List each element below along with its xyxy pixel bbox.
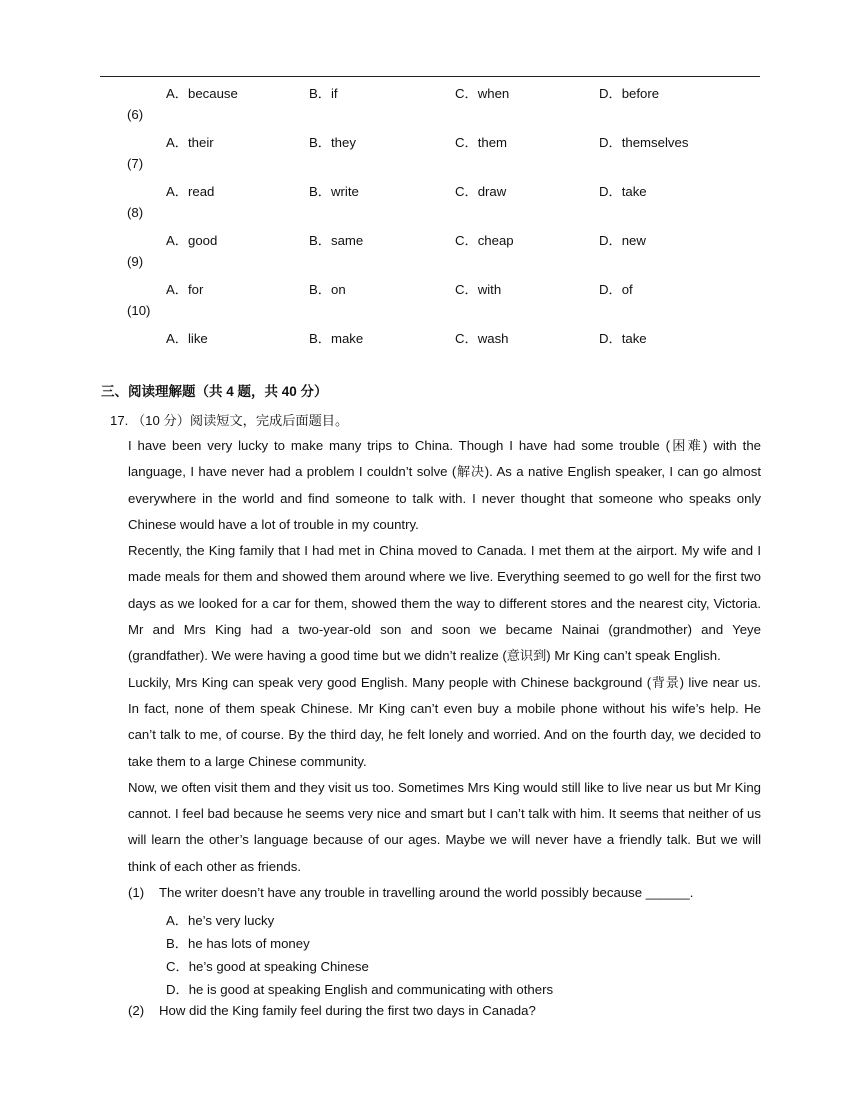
question-number-6: (6) bbox=[127, 107, 144, 122]
option-d: D．themselves bbox=[599, 135, 689, 150]
option-c: C．wash bbox=[455, 331, 509, 346]
option-b: B．write bbox=[309, 184, 359, 199]
option-row-9 bbox=[0, 279, 860, 297]
sub-question-text: The writer doesn’t have any trouble in travelling around the world possibly because ______. bbox=[159, 885, 694, 900]
option-d: D．of bbox=[599, 282, 633, 297]
option-a: A．read bbox=[166, 184, 215, 199]
answer-option-a: A．he’s very lucky bbox=[166, 913, 275, 928]
option-d: D．before bbox=[599, 86, 660, 101]
option-row-6 bbox=[0, 132, 860, 150]
answer-option-d: D．he is good at speaking English and communicating with others bbox=[166, 982, 554, 997]
passage-paragraph: Recently, the King family that I had met in China moved to Canada. I met them at the airport. My wife and I made meals for them and showed them around where we live. Everything seemed to go well for the first two days as we looked for a car for them, showed them the way to different stores and the nearest city, Victoria. Mr and Mrs King had a two-year-old son and soon we became Nainai (grandmother) and Yeye (grandfather). We were having a good time but we didn’t realize (意识到) Mr King can’t speak English. bbox=[128, 543, 761, 664]
section-title: 三、阅读理解题（共 4 题，共 40 分） bbox=[101, 384, 328, 399]
question-number-8: (8) bbox=[127, 205, 144, 220]
passage-paragraph: Now, we often visit them and they visit us too. Sometimes Mrs King would still like to live near us but Mr King cannot. I feel bad because he seems very nice and smart but I can’t talk with him. It seems that neither of us will learn the other’s language because of our ages. Maybe we will never have a friendly talk. But we will think of each other as friends. bbox=[128, 779, 761, 874]
question-number-10: (10) bbox=[127, 303, 151, 318]
option-c: C．when bbox=[455, 86, 510, 101]
option-a: A．for bbox=[166, 282, 204, 297]
sub-question-1 bbox=[128, 885, 768, 903]
option-row-5 bbox=[0, 83, 860, 101]
option-d: D．take bbox=[599, 184, 647, 199]
option-c: C．them bbox=[455, 135, 508, 150]
option-b: B．on bbox=[309, 282, 346, 297]
sub-question-text: How did the King family feel during the first two days in Canada? bbox=[159, 1003, 536, 1018]
option-row-10 bbox=[0, 328, 860, 346]
option-a: A．good bbox=[166, 233, 218, 248]
option-b: B．they bbox=[309, 135, 356, 150]
option-row-7 bbox=[0, 181, 860, 199]
option-b: B．same bbox=[309, 233, 364, 248]
question-number-9: (9) bbox=[127, 254, 144, 269]
option-d: D．new bbox=[599, 233, 646, 248]
answer-option-c: C．he’s good at speaking Chinese bbox=[166, 959, 369, 974]
answer-option-b: B．he has lots of money bbox=[166, 936, 310, 951]
option-c: C．draw bbox=[455, 184, 507, 199]
sub-question-number: (1) bbox=[128, 885, 145, 900]
option-a: A．because bbox=[166, 86, 238, 101]
option-b: B．make bbox=[309, 331, 364, 346]
sub-question-2 bbox=[128, 1003, 768, 1021]
option-a: A．like bbox=[166, 331, 208, 346]
option-b: B．if bbox=[309, 86, 338, 101]
option-d: D．take bbox=[599, 331, 647, 346]
passage-paragraph: I have been very lucky to make many trips to China. Though I have had some trouble (困难) with the language, I have never had a problem I couldn’t solve (解决). As a native English speaker, I can go almost everywhere in the world and find someone to talk with. I never thought that someone who speaks only Chinese would have a lot of trouble in my country. bbox=[128, 438, 761, 532]
option-a: A．their bbox=[166, 135, 214, 150]
option-c: C．cheap bbox=[455, 233, 514, 248]
reading-passage bbox=[128, 433, 761, 880]
passage-paragraph: Luckily, Mrs King can speak very good English. Many people with Chinese background (背景) live near us. In fact, none of them speak Chinese. Mr King can’t even buy a mobile phone without his wife’s help. He can’t talk to me, of course. By the third day, he felt lonely and worried. And on the fourth day, we decided to take them to a large Chinese community. bbox=[128, 674, 761, 769]
option-row-8 bbox=[0, 230, 860, 248]
sub-question-number: (2) bbox=[128, 1003, 145, 1018]
question-number-7: (7) bbox=[127, 156, 144, 171]
option-c: C．with bbox=[455, 282, 502, 297]
question-17-header: 17. （10 分）阅读短文，完成后面题目。 bbox=[110, 413, 349, 428]
header-divider bbox=[100, 76, 760, 77]
